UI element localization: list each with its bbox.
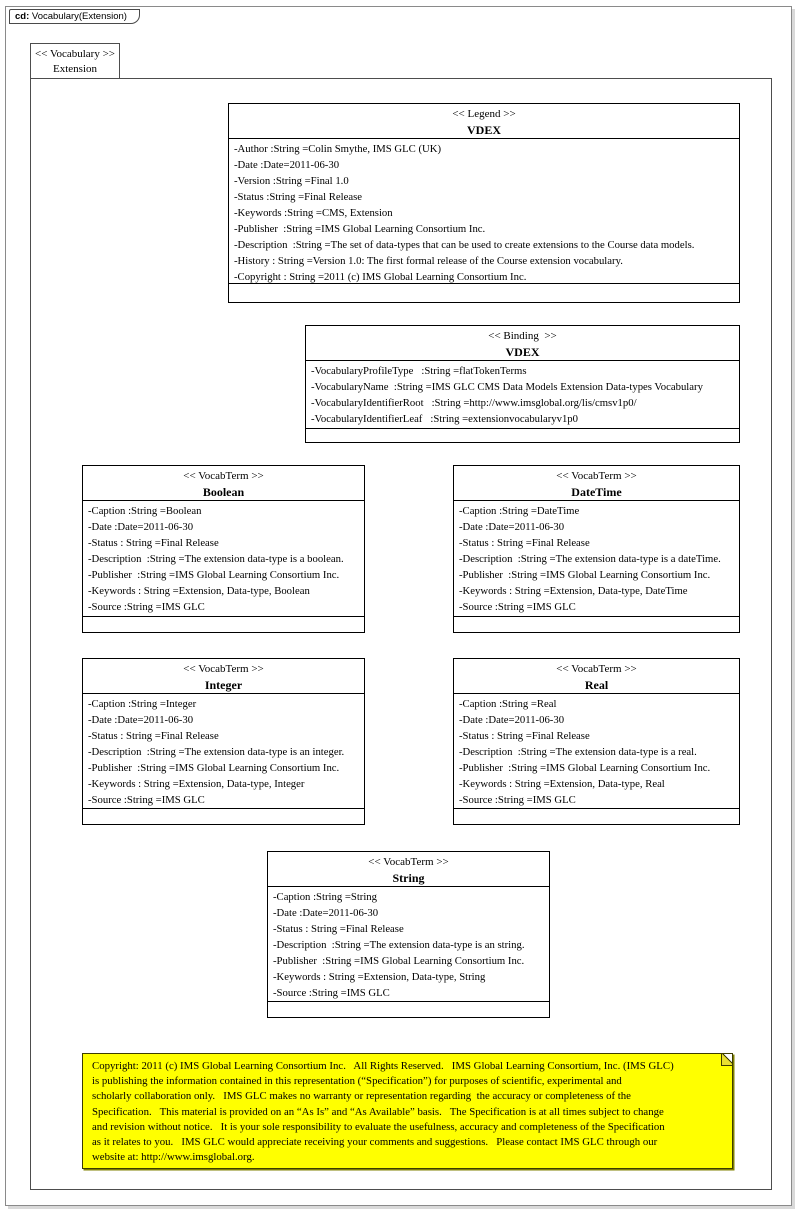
empty-operations-compartment <box>229 283 739 302</box>
class-stereotype: << Legend >> <box>452 108 516 120</box>
empty-operations-compartment <box>454 616 739 632</box>
note-folded-corner-icon <box>721 1053 734 1066</box>
attribute-line: -VocabularyProfileType :String =flatTokenTerms <box>311 365 527 377</box>
attribute-line: -Date :Date=2011-06-30 <box>459 521 565 533</box>
attribute-line: -Date :Date=2011-06-30 <box>88 521 194 533</box>
empty-operations-compartment <box>83 808 364 824</box>
attribute-line: -History : String =Version 1.0: The first formal release of the Course extension vocabulary. <box>234 255 623 267</box>
class-name: VDEX <box>466 123 501 137</box>
attribute-line: -Keywords : String =Extension, Data-type, Real <box>459 778 665 790</box>
attribute-line: -Description :String =The extension data-type is an string. <box>273 939 525 951</box>
attribute-line: -Keywords :String =CMS, Extension <box>234 207 393 219</box>
empty-operations-compartment <box>454 808 739 824</box>
attribute-line: -Description :String =The extension data-type is a dateTime. <box>459 553 721 565</box>
package-stereotype: << Vocabulary >> <box>34 48 115 60</box>
class-header <box>306 326 739 361</box>
attribute-line: -Source :String =IMS GLC <box>459 794 576 806</box>
diagram-title-tab <box>9 9 140 24</box>
attribute-line: -Publisher :String =IMS Global Learning Consortium Inc. <box>459 569 711 581</box>
attribute-line: -Status : String =Final Release <box>273 923 404 935</box>
class-header <box>268 852 549 887</box>
attributes-compartment <box>268 887 549 1001</box>
class-vocabterm-real[interactable] <box>453 658 740 825</box>
class-name: Boolean <box>202 485 245 499</box>
attribute-line: -Publisher :String =IMS Global Learning Consortium Inc. <box>88 762 340 774</box>
diagram-title-text: Vocabulary(Extension) <box>29 11 127 22</box>
attribute-line: -Publisher :String =IMS Global Learning Consortium Inc. <box>459 762 711 774</box>
attribute-line: -Description :String =The extension data-type is an integer. <box>88 746 345 758</box>
note-text-line: website at: http://www.imsglobal.org. <box>92 1151 255 1164</box>
attribute-line: -Caption :String =Integer <box>88 698 197 710</box>
empty-operations-compartment <box>306 428 739 442</box>
attribute-line: -Date :Date=2011-06-30 <box>459 714 565 726</box>
class-legend-vdex[interactable] <box>228 103 740 303</box>
attribute-line: -Date :Date=2011-06-30 <box>88 714 194 726</box>
class-name: VDEX <box>505 345 540 359</box>
empty-operations-compartment <box>83 616 364 632</box>
attribute-line: -Date :Date=2011-06-30 <box>234 159 340 171</box>
class-stereotype: << VocabTerm >> <box>183 663 264 675</box>
attribute-line: -Description :String =The set of data-types that can be used to create extensions to the Course data models. <box>234 239 695 251</box>
attributes-compartment <box>306 361 739 428</box>
class-stereotype: << VocabTerm >> <box>183 470 264 482</box>
attribute-line: -Keywords : String =Extension, Data-type, Boolean <box>88 585 310 597</box>
attribute-line: -Status : String =Final Release <box>88 730 219 742</box>
attribute-line: -Status :String =Final Release <box>234 191 363 203</box>
attribute-line: -Date :Date=2011-06-30 <box>273 907 379 919</box>
class-name: DateTime <box>571 485 622 499</box>
attribute-line: -Description :String =The extension data-type is a real. <box>459 746 697 758</box>
attribute-line: -Status : String =Final Release <box>459 730 590 742</box>
note-text-line: as it relates to you. IMS GLC would appreciate receiving your comments and suggestions. Please contact IMS GLC through our <box>92 1136 658 1149</box>
class-header <box>83 659 364 694</box>
attributes-compartment <box>83 501 364 616</box>
attribute-line: -Publisher :String =IMS Global Learning Consortium Inc. <box>88 569 340 581</box>
attribute-line: -Source :String =IMS GLC <box>459 601 576 613</box>
note-text-line: is publishing the information contained in this representation (“Specification”) for purposes of scientific, experimental and <box>92 1075 622 1088</box>
class-vocabterm-string[interactable] <box>267 851 550 1018</box>
attribute-line: -Status : String =Final Release <box>88 537 219 549</box>
note-text-line: Specification. This material is provided on an “As Is” and “As Available” basis. The Specification is at all times subject to change <box>92 1105 664 1118</box>
attribute-line: -Caption :String =Boolean <box>88 505 202 517</box>
class-header <box>454 659 739 694</box>
attribute-line: -VocabularyIdentifierLeaf :String =extensionvocabularyv1p0 <box>311 413 578 425</box>
class-vocabterm-datetime[interactable] <box>453 465 740 633</box>
attribute-line: -Caption :String =String <box>273 891 377 903</box>
class-name: Real <box>584 678 609 692</box>
attributes-compartment <box>83 694 364 808</box>
attribute-line: -VocabularyIdentifierRoot :String =http://www.imsglobal.org/lis/cmsv1p0/ <box>311 397 637 409</box>
class-name: String <box>392 871 425 885</box>
class-stereotype: << VocabTerm >> <box>368 856 449 868</box>
note-text <box>92 1059 724 1165</box>
attribute-line: -Publisher :String =IMS Global Learning Consortium Inc. <box>234 223 486 235</box>
attribute-line: -Caption :String =DateTime <box>459 505 580 517</box>
class-header <box>83 466 364 501</box>
attribute-line: -Status : String =Final Release <box>459 537 590 549</box>
attribute-line: -Version :String =Final 1.0 <box>234 175 349 187</box>
note-text-line: scholarly collaboration only. IMS GLC makes no warranty or representation regarding the accuracy or completeness of the <box>92 1090 631 1103</box>
attribute-line: -Source :String =IMS GLC <box>273 987 390 999</box>
attributes-compartment <box>454 694 739 808</box>
empty-operations-compartment <box>268 1001 549 1017</box>
attributes-compartment <box>229 139 739 283</box>
attribute-line: -Source :String =IMS GLC <box>88 794 205 806</box>
class-stereotype: << Binding >> <box>488 330 557 342</box>
attribute-line: -Keywords : String =Extension, Data-type, DateTime <box>459 585 688 597</box>
copyright-note[interactable] <box>82 1053 733 1169</box>
diagram-type-label: cd: <box>15 11 30 22</box>
class-name: Integer <box>204 678 243 692</box>
attributes-compartment <box>454 501 739 616</box>
note-text-line: and revision without notice. It is your sole responsibility to evaluate the usefulness, accuracy and completeness of the Specification <box>92 1120 665 1133</box>
attribute-line: -Keywords : String =Extension, Data-type, Integer <box>88 778 305 790</box>
class-vocabterm-boolean[interactable] <box>82 465 365 633</box>
attribute-line: -Publisher :String =IMS Global Learning Consortium Inc. <box>273 955 525 967</box>
attribute-line: -Keywords : String =Extension, Data-type, String <box>273 971 486 983</box>
class-stereotype: << VocabTerm >> <box>556 470 637 482</box>
class-stereotype: << VocabTerm >> <box>556 663 637 675</box>
attribute-line: -Caption :String =Real <box>459 698 557 710</box>
class-binding-vdex[interactable] <box>305 325 740 443</box>
attribute-line: -VocabularyName :String =IMS GLC CMS Data Models Extension Data-types Vocabulary <box>311 381 703 393</box>
attribute-line: -Copyright : String =2011 (c) IMS Global Learning Consortium Inc. <box>234 271 527 283</box>
class-header <box>229 104 739 139</box>
attribute-line: -Author :String =Colin Smythe, IMS GLC (UK) <box>234 143 442 155</box>
class-header <box>454 466 739 501</box>
vocabulary-package-header[interactable] <box>30 43 120 79</box>
class-vocabterm-integer[interactable] <box>82 658 365 825</box>
attribute-line: -Description :String =The extension data-type is a boolean. <box>88 553 344 565</box>
package-name: Extension <box>53 63 97 75</box>
attribute-line: -Source :String =IMS GLC <box>88 601 205 613</box>
note-text-line: Copyright: 2011 (c) IMS Global Learning Consortium Inc. All Rights Reserved. IMS Global Learning Consortium, Inc. (IMS GLC) <box>92 1060 674 1072</box>
